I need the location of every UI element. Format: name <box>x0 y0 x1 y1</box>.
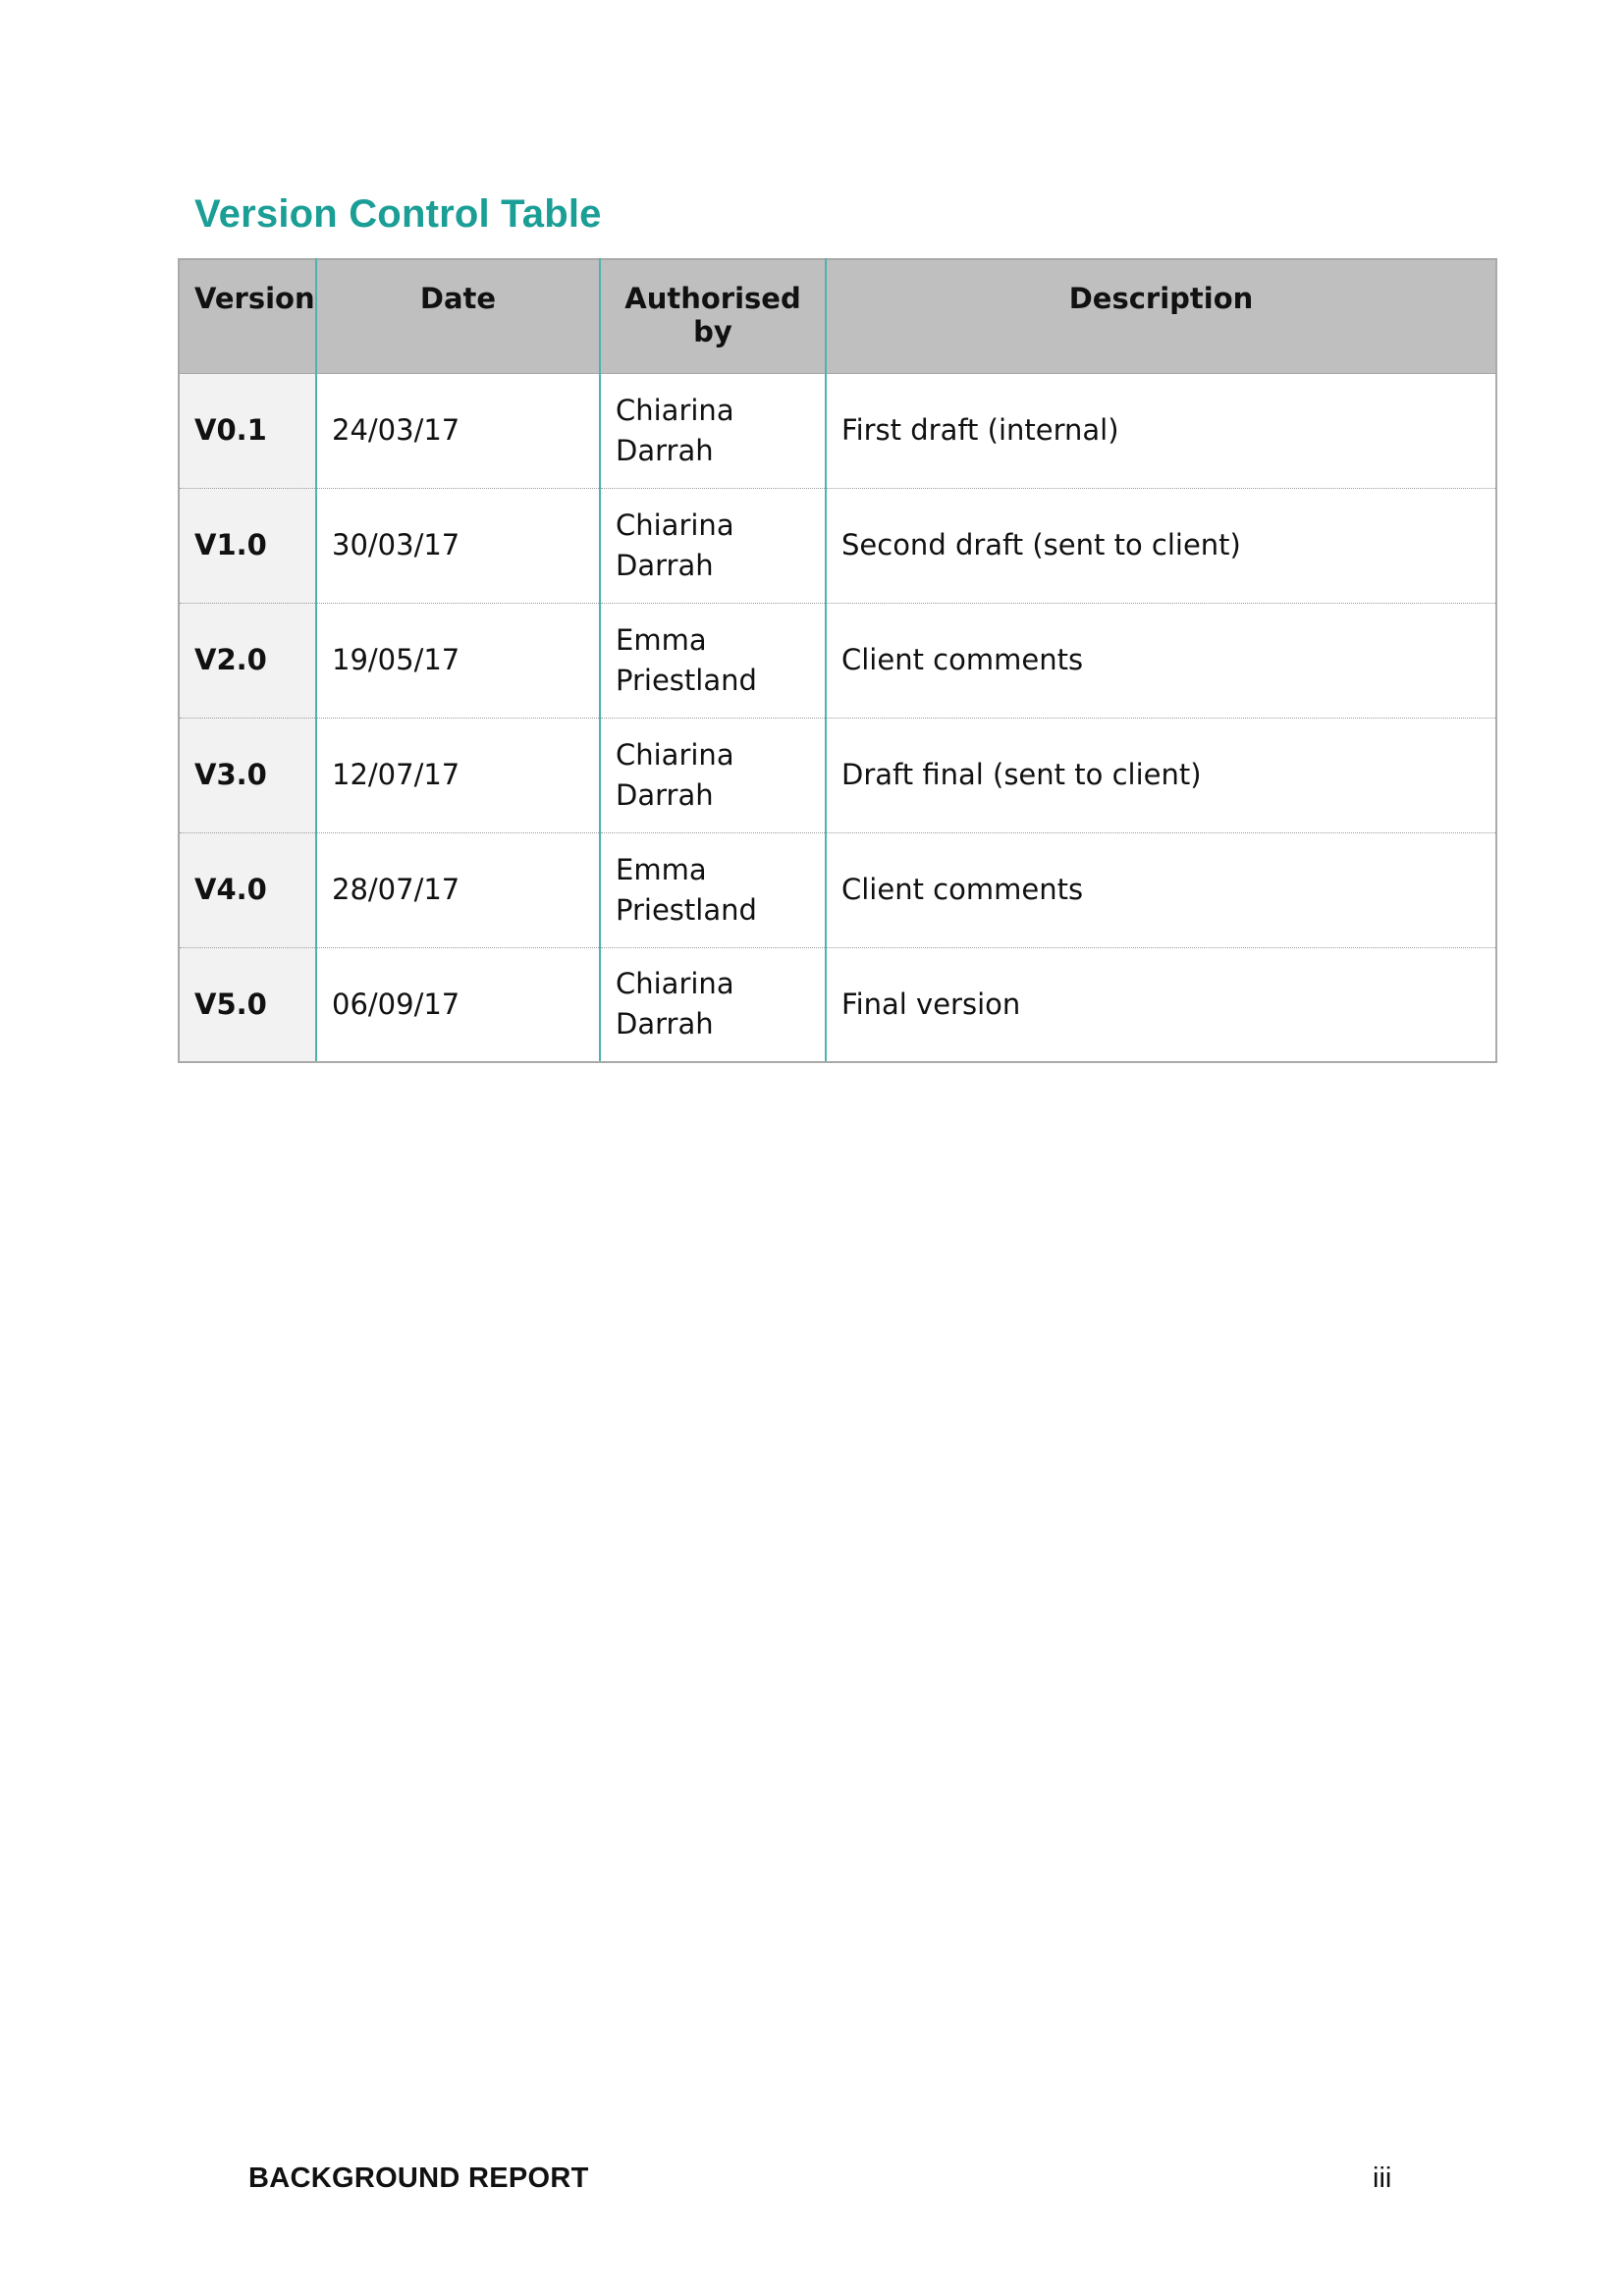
cell-version: V0.1 <box>179 373 316 488</box>
table-row <box>179 373 1496 488</box>
cell-version: V1.0 <box>179 488 316 603</box>
cell-version: V5.0 <box>179 947 316 1062</box>
cell-date: 12/07/17 <box>316 718 600 832</box>
cell-description: Final version <box>826 947 1496 1062</box>
cell-date: 24/03/17 <box>316 373 600 488</box>
cell-description: Client comments <box>826 603 1496 718</box>
cell-description: Draft final (sent to client) <box>826 718 1496 832</box>
footer-report-title: BACKGROUND REPORT <box>248 2163 589 2194</box>
table-row <box>179 718 1496 832</box>
cell-author: Chiarina Darrah <box>600 488 826 603</box>
cell-date: 19/05/17 <box>316 603 600 718</box>
header-description: Description <box>826 259 1496 373</box>
cell-date: 28/07/17 <box>316 832 600 947</box>
table-row <box>179 603 1496 718</box>
cell-author: Emma Priestland <box>600 832 826 947</box>
cell-description: Second draft (sent to client) <box>826 488 1496 603</box>
cell-author: Chiarina Darrah <box>600 947 826 1062</box>
table-header-row <box>179 259 1496 373</box>
cell-date: 30/03/17 <box>316 488 600 603</box>
table-row <box>179 947 1496 1062</box>
header-date: Date <box>316 259 600 373</box>
table-row <box>179 488 1496 603</box>
cell-version: V2.0 <box>179 603 316 718</box>
cell-author: Chiarina Darrah <box>600 718 826 832</box>
cell-version: V4.0 <box>179 832 316 947</box>
cell-version: V3.0 <box>179 718 316 832</box>
cell-author: Emma Priestland <box>600 603 826 718</box>
table-row <box>179 832 1496 947</box>
cell-description: Client comments <box>826 832 1496 947</box>
version-control-table <box>178 258 1497 1063</box>
cell-author: Chiarina Darrah <box>600 373 826 488</box>
cell-description: First draft (internal) <box>826 373 1496 488</box>
cell-date: 06/09/17 <box>316 947 600 1062</box>
page-heading: Version Control Table <box>194 192 602 236</box>
header-authorised-by: Authorised by <box>600 259 826 373</box>
footer-page-number: iii <box>1373 2163 1392 2194</box>
header-version: Version <box>179 259 316 373</box>
